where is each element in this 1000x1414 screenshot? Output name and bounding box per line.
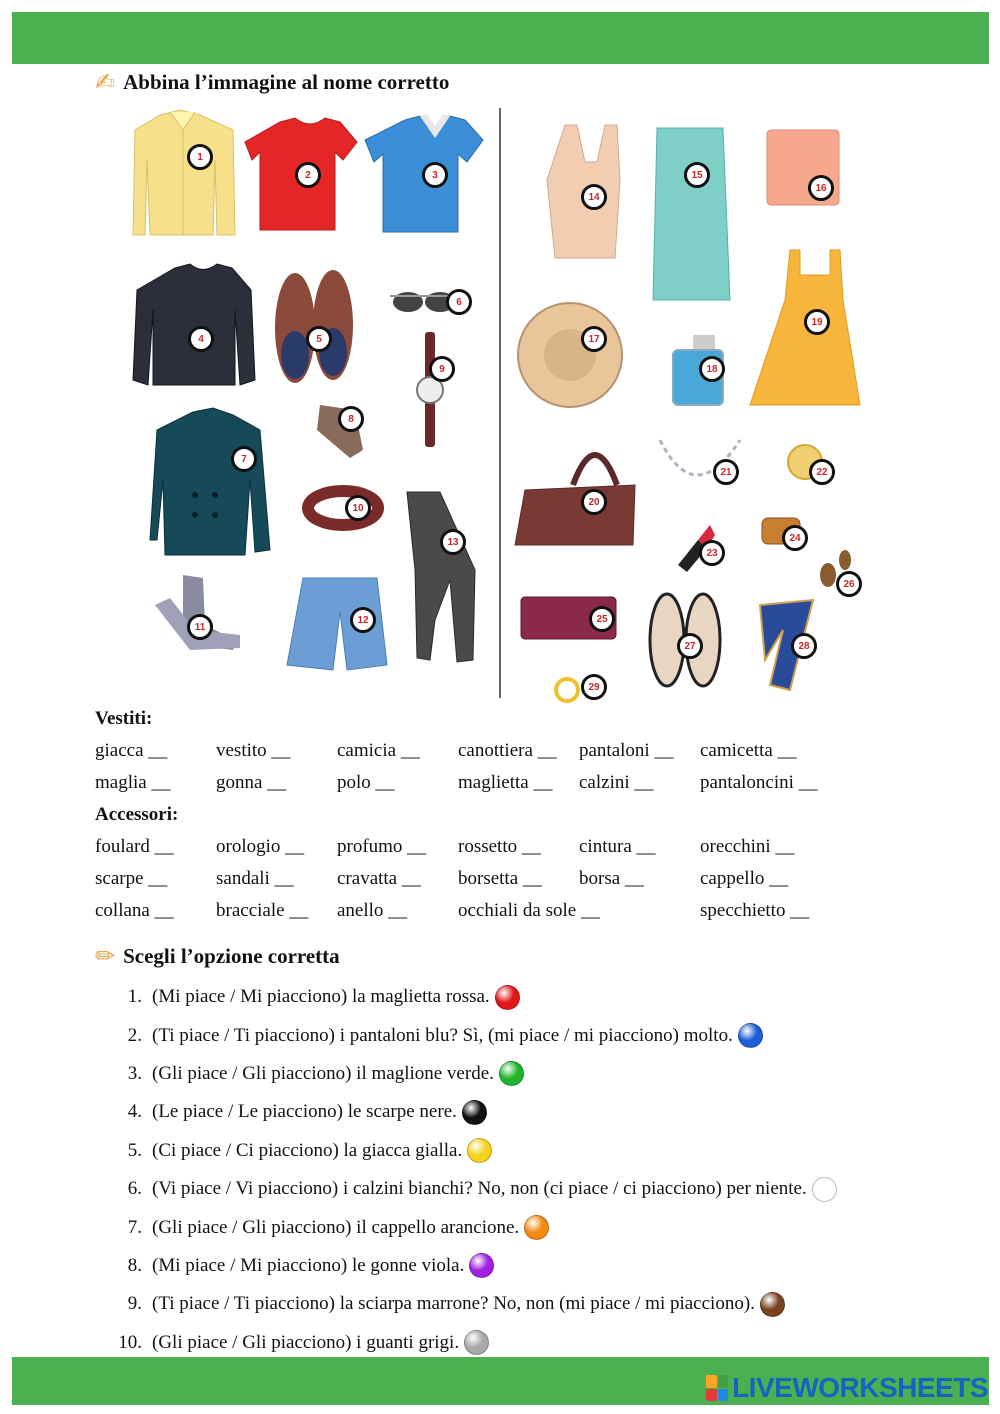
- word-row: [95, 868, 895, 900]
- image-number-badge: 8: [338, 406, 364, 432]
- image-number-badge: 26: [836, 571, 862, 597]
- clothing-illustrations: [95, 100, 895, 705]
- image-number-badge: 12: [350, 607, 376, 633]
- image-number-badge: 11: [187, 614, 213, 640]
- image-number-badge: 6: [446, 289, 472, 315]
- exercise-sentence-wrap: [152, 1215, 549, 1240]
- pencil-icon: ✏: [95, 942, 116, 970]
- word-item[interactable]: bracciale __: [216, 900, 309, 921]
- exercise-item: [118, 1285, 898, 1323]
- word-item[interactable]: scarpe __: [95, 868, 168, 889]
- clothing-image-panel: [95, 100, 895, 705]
- exercise-item: [118, 1170, 898, 1208]
- image-number-badge: 20: [581, 489, 607, 515]
- word-item[interactable]: profumo __: [337, 836, 427, 857]
- vestiti-word-grid: [95, 740, 895, 804]
- image-number-badge: 19: [804, 309, 830, 335]
- writing-hand-icon: ✍: [95, 68, 116, 96]
- image-number-badge: 2: [295, 162, 321, 188]
- brown-color-ball-icon: [760, 1292, 785, 1317]
- image-number-badge: 16: [808, 175, 834, 201]
- section-choose-title-text: Scegli l’opzione corretta: [123, 943, 340, 968]
- exercise-item: [118, 1016, 898, 1054]
- black-color-ball-icon: [462, 1100, 487, 1125]
- image-number-badge: 24: [782, 525, 808, 551]
- exercise-sentence[interactable]: (Le piace / Le piacciono) le scarpe nere.: [152, 1101, 457, 1123]
- exercise-number: 1.: [127, 986, 142, 1008]
- word-item[interactable]: borsa __: [579, 868, 644, 889]
- image-number-badge: 15: [684, 162, 710, 188]
- exercise-number: 4.: [127, 1101, 142, 1123]
- section-match-title: [95, 68, 449, 96]
- exercise-sentence-wrap: [152, 1253, 494, 1278]
- blue-peacoat-illustration: [150, 408, 270, 555]
- brown-handbag-illustration: [515, 455, 635, 545]
- word-item[interactable]: pantaloni __: [579, 740, 674, 761]
- word-item[interactable]: cappello __: [700, 868, 789, 889]
- exercise-item: [118, 978, 898, 1016]
- exercise-number: 10.: [118, 1331, 142, 1353]
- blue-color-ball-icon: [738, 1023, 763, 1048]
- exercise-list: [118, 978, 898, 1362]
- vestiti-label: Vestiti:: [95, 708, 153, 729]
- exercise-item: [118, 1055, 898, 1093]
- image-number-badge: 10: [345, 495, 371, 521]
- image-number-badge: 1: [187, 144, 213, 170]
- image-number-badge: 22: [809, 459, 835, 485]
- yellow-color-ball-icon: [467, 1138, 492, 1163]
- word-item[interactable]: cravatta __: [337, 868, 421, 889]
- image-number-badge: 3: [422, 162, 448, 188]
- word-row: [95, 740, 895, 772]
- exercise-number: 2.: [127, 1024, 142, 1046]
- word-item[interactable]: pantaloncini __: [700, 772, 818, 793]
- exercise-sentence-wrap: [152, 1177, 837, 1202]
- word-item[interactable]: occhiali da sole __: [458, 900, 600, 921]
- image-number-badge: 29: [581, 674, 607, 700]
- exercise-sentence[interactable]: (Gli piace / Gli piacciono) il cappello arancione.: [152, 1216, 520, 1238]
- word-row: [95, 900, 895, 932]
- image-number-badge: 21: [713, 459, 739, 485]
- watch-illustration: [417, 332, 443, 447]
- exercise-number: 3.: [127, 1062, 142, 1084]
- exercise-sentence[interactable]: (Gli piace / Gli piacciono) i guanti grigi.: [152, 1331, 460, 1353]
- word-item[interactable]: canottiera __: [458, 740, 557, 761]
- word-item[interactable]: cintura __: [579, 836, 656, 857]
- purple-color-ball-icon: [469, 1253, 494, 1278]
- image-number-badge: 17: [581, 326, 607, 352]
- image-number-badge: 5: [306, 326, 332, 352]
- exercise-sentence-wrap: [152, 1330, 489, 1355]
- image-number-badge: 14: [581, 184, 607, 210]
- exercise-item: [118, 1247, 898, 1285]
- word-item[interactable]: foulard __: [95, 836, 174, 857]
- word-item[interactable]: collana __: [95, 900, 174, 921]
- word-item[interactable]: specchietto __: [700, 900, 810, 921]
- exercise-sentence[interactable]: (Mi piace / Mi piacciono) la maglietta rossa.: [152, 986, 490, 1008]
- image-number-badge: 23: [699, 540, 725, 566]
- brand-name: LIVEWORKSHEETS: [732, 1372, 988, 1403]
- exercise-sentence[interactable]: (Vi piace / Vi piacciono) i calzini bianchi? No, non (ci piace / ci piacciono) per niente.: [152, 1178, 807, 1200]
- word-row: [95, 772, 895, 804]
- word-item[interactable]: orologio __: [216, 836, 305, 857]
- image-number-badge: 7: [231, 446, 257, 472]
- section-match-title-text: Abbina l’immagine al nome corretto: [123, 69, 450, 94]
- exercise-item: [118, 1208, 898, 1246]
- exercise-item: [118, 1132, 898, 1170]
- orange-color-ball-icon: [524, 1215, 549, 1240]
- image-number-badge: 25: [589, 606, 615, 632]
- grey-trousers-illustration: [407, 492, 475, 662]
- exercise-sentence[interactable]: (Ci piace / Ci piacciono) la giacca gialla.: [152, 1139, 463, 1161]
- exercise-sentence-wrap: [152, 1292, 785, 1317]
- image-number-badge: 27: [677, 633, 703, 659]
- top-green-band: [12, 12, 989, 64]
- image-number-badge: 4: [188, 326, 214, 352]
- straw-hat-illustration: [518, 303, 622, 407]
- liveworksheets-brand: [706, 1372, 988, 1404]
- green-color-ball-icon: [499, 1061, 524, 1086]
- word-item[interactable]: orecchini __: [700, 836, 795, 857]
- exercise-sentence-wrap: [152, 1100, 487, 1125]
- word-item[interactable]: maglia __: [95, 772, 171, 793]
- exercise-number: 6.: [127, 1178, 142, 1200]
- word-item[interactable]: giacca __: [95, 740, 168, 761]
- image-number-badge: 28: [791, 633, 817, 659]
- image-number-badge: 9: [429, 356, 455, 382]
- exercise-sentence[interactable]: (Ti piace / Ti piacciono) i pantaloni blu? Sì, (mi piace / mi piacciono) molto.: [152, 1024, 733, 1046]
- exercise-sentence[interactable]: (Mi piace / Mi piacciono) le gonne viola.: [152, 1254, 465, 1276]
- accessori-label: Accessori:: [95, 804, 179, 825]
- word-item[interactable]: rossetto __: [458, 836, 541, 857]
- grey-color-ball-icon: [464, 1330, 489, 1355]
- accessori-word-grid: [95, 836, 895, 932]
- exercise-item: [118, 1093, 898, 1131]
- section-choose-title: [95, 942, 340, 970]
- yellow-shirt-illustration: [133, 110, 235, 235]
- liveworksheets-logo-icon: [706, 1375, 728, 1401]
- word-item[interactable]: sandali __: [216, 868, 294, 889]
- exercise-number: 9.: [127, 1293, 142, 1315]
- word-item[interactable]: borsetta __: [458, 868, 542, 889]
- word-item[interactable]: camicetta __: [700, 740, 797, 761]
- red-color-ball-icon: [495, 985, 520, 1010]
- word-item[interactable]: maglietta __: [458, 772, 553, 793]
- exercise-sentence[interactable]: (Ti piace / Ti piacciono) la sciarpa marrone? No, non (mi piace / mi piacciono).: [152, 1293, 755, 1315]
- word-item[interactable]: gonna __: [216, 772, 287, 793]
- exercise-number: 5.: [127, 1139, 142, 1161]
- image-number-badge: 18: [699, 356, 725, 382]
- word-row: [95, 836, 895, 868]
- exercise-sentence-wrap: [152, 1138, 492, 1163]
- word-item[interactable]: polo __: [337, 772, 395, 793]
- black-sweater-illustration: [133, 264, 255, 385]
- word-item[interactable]: anello __: [337, 900, 408, 921]
- exercise-number: 8.: [127, 1254, 142, 1276]
- exercise-number: 7.: [127, 1216, 142, 1238]
- teal-skirt-illustration: [653, 128, 730, 300]
- word-item[interactable]: calzini __: [579, 772, 654, 793]
- image-number-badge: 13: [440, 529, 466, 555]
- exercise-sentence-wrap: [152, 1061, 524, 1086]
- white-color-ball-icon: [812, 1177, 837, 1202]
- exercise-sentence-wrap: [152, 1023, 763, 1048]
- word-item[interactable]: camicia __: [337, 740, 420, 761]
- exercise-sentence[interactable]: (Gli piace / Gli piacciono) il maglione verde.: [152, 1062, 494, 1084]
- exercise-sentence-wrap: [152, 985, 520, 1010]
- ring-illustration: [556, 679, 578, 701]
- word-item[interactable]: vestito __: [216, 740, 291, 761]
